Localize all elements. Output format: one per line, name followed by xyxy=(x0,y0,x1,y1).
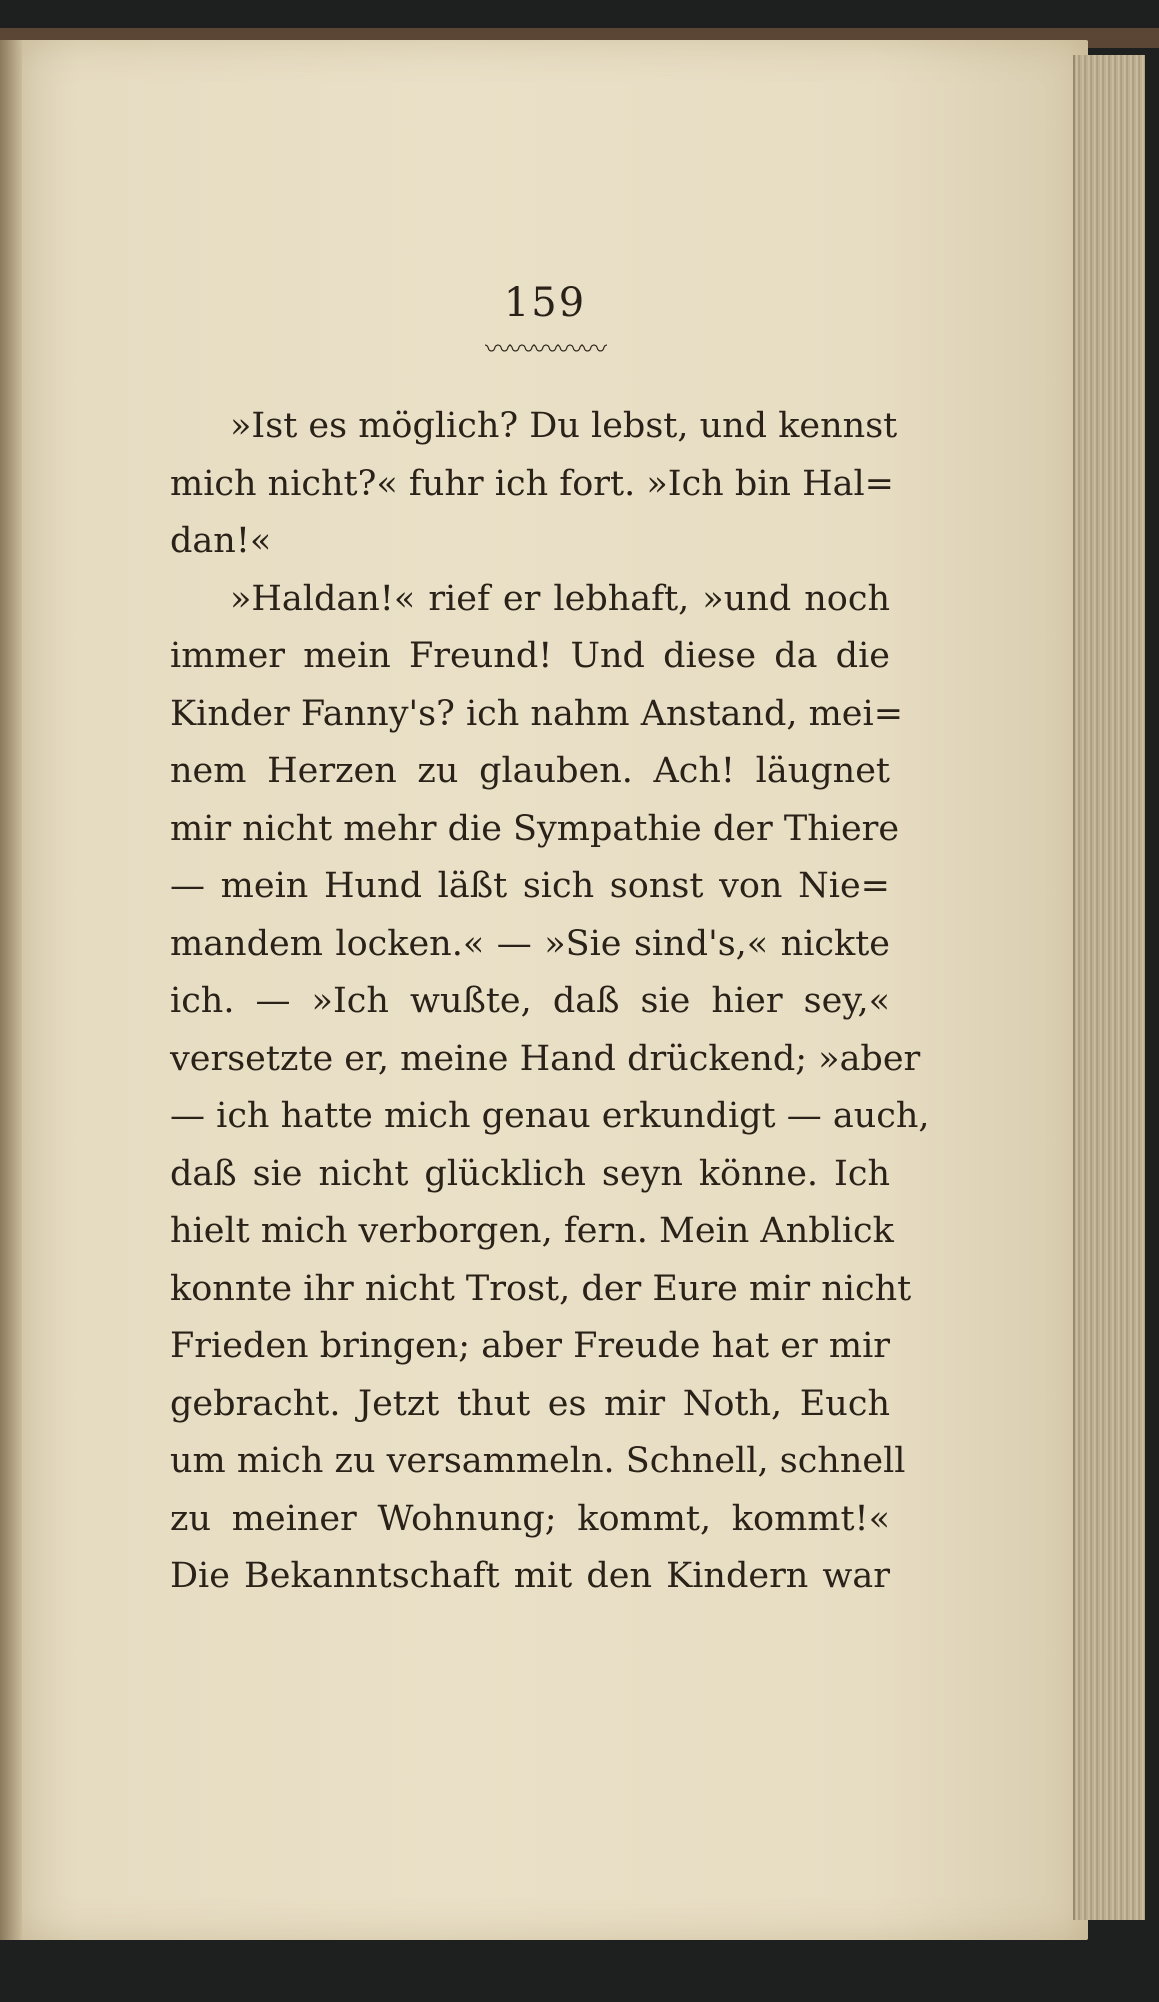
ornament-rule: 〰〰〰〰〰 xyxy=(484,335,605,365)
text-line: Die Bekanntschaft mit den Kindern war xyxy=(170,1556,890,1596)
text-line: hielt mich verborgen, fern. Mein Anblick xyxy=(170,1211,894,1251)
text-line: um mich zu versammeln. Schnell, schnell xyxy=(170,1441,906,1481)
page-number: 159 xyxy=(503,280,587,326)
text-line: dan!« xyxy=(170,521,272,561)
text-block xyxy=(170,280,930,1606)
text-line: zu meiner Wohnung; kommt, kommt!« xyxy=(170,1498,890,1539)
text-line: gebracht. Jetzt thut es mir Noth, Euch xyxy=(170,1383,890,1424)
text-line: mir nicht mehr die Sympathie der Thiere xyxy=(170,808,900,849)
text-line: — mein Hund läßt sich sonst von Nie= xyxy=(170,866,890,906)
text-line: Frieden bringen; aber Freude hat er mir xyxy=(170,1326,890,1366)
text-line: »Haldan!« rief er lebhaft, »und noch xyxy=(230,578,890,619)
text-line: ich. — »Ich wußte, daß sie hier sey,« xyxy=(170,981,890,1021)
text-line: — ich hatte mich genau erkundigt — auch, xyxy=(170,1096,930,1136)
text-line: mandem locken.« — »Sie sind's,« nickte xyxy=(170,923,890,964)
text-line: immer mein Freund! Und diese da die xyxy=(170,636,890,676)
text-line: konnte ihr nicht Trost, der Eure mir nicht xyxy=(170,1268,912,1309)
text-line: versetzte er, meine Hand drückend; »aber xyxy=(170,1038,921,1079)
text-line: mich nicht?« fuhr ich fort. »Ich bin Hal= xyxy=(170,463,895,504)
text-line: nem Herzen zu glauben. Ach! läugnet xyxy=(170,751,890,791)
page-edges xyxy=(1073,55,1145,1920)
text-line: Kinder Fanny's? ich nahm Anstand, mei= xyxy=(170,693,904,734)
text-line: daß sie nicht glücklich seyn könne. Ich xyxy=(170,1153,890,1194)
book-spine xyxy=(0,40,22,1940)
text-line: »Ist es möglich? Du lebst, und kennst xyxy=(230,406,898,446)
